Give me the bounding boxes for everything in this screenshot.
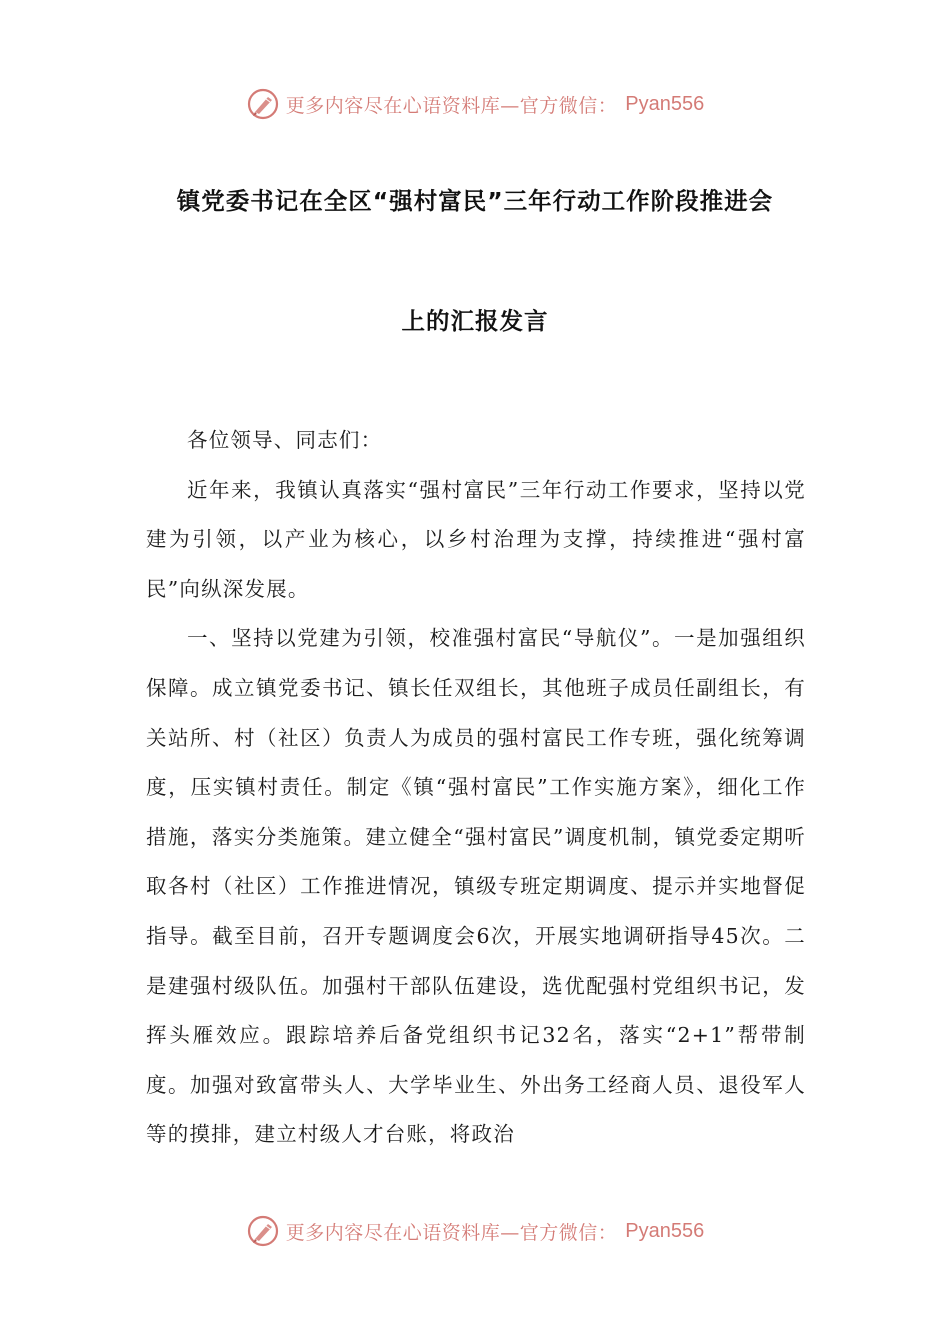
salutation: 各位领导、同志们： — [187, 428, 383, 452]
watermark-wechat-id: Pyan556 — [625, 1219, 705, 1242]
paragraph-intro: 近年来，我镇认真落实“强村富民”三年行动工作要求，坚持以党建为引领，以产业为核心，以乡村治理为支撑，持续推进“强村富民”向纵深发展。 — [146, 477, 806, 601]
paragraph-section-1: 一、坚持以党建为引领，校准强村富民“导航仪”。一是加强组织保障。成立镇党委书记、镇长任双组长，其他班子成员任副组长，有关站所、村（社区）负责人为成员的强村富民工作专班，强化统筹调度，压实镇村责任。制定《镇“强村富民”工作实施方案》，细化工作措施，落实分类施策。建立健全“强村富民”调度机制，镇党委定期听取各村（社区）工作推进情况，镇级专班定期调度、提示并实地督促指导。截至目前，召开专题调度会6次，开展实地调研指导45次。二是建强村级队伍。加强村干部队伍建设，选优配强村党组织书记，发挥头雁效应。跟踪培养后备党组织书记32名，落实“2+1”帮带制度。加强对致富带头人、大学毕业生、外出务工经商人员、退役军人等的摸排，建立村级人才台账，将政治 — [146, 626, 806, 1147]
watermark-text: 更多内容尽在心语资料库—官方微信： — [285, 94, 618, 117]
pen-logo-icon — [246, 87, 280, 121]
document-title-line-1: 镇党委书记在全区“强村富民”三年行动工作阶段推进会 — [176, 187, 774, 215]
document-body — [146, 416, 806, 1160]
watermark-wechat-id: Pyan556 — [625, 92, 705, 115]
pen-logo-icon — [246, 1214, 280, 1248]
document-title-line-2: 上的汇报发言 — [401, 307, 549, 335]
watermark-header — [0, 84, 950, 124]
watermark-footer — [0, 1211, 950, 1251]
watermark-text: 更多内容尽在心语资料库—官方微信： — [285, 1221, 618, 1244]
